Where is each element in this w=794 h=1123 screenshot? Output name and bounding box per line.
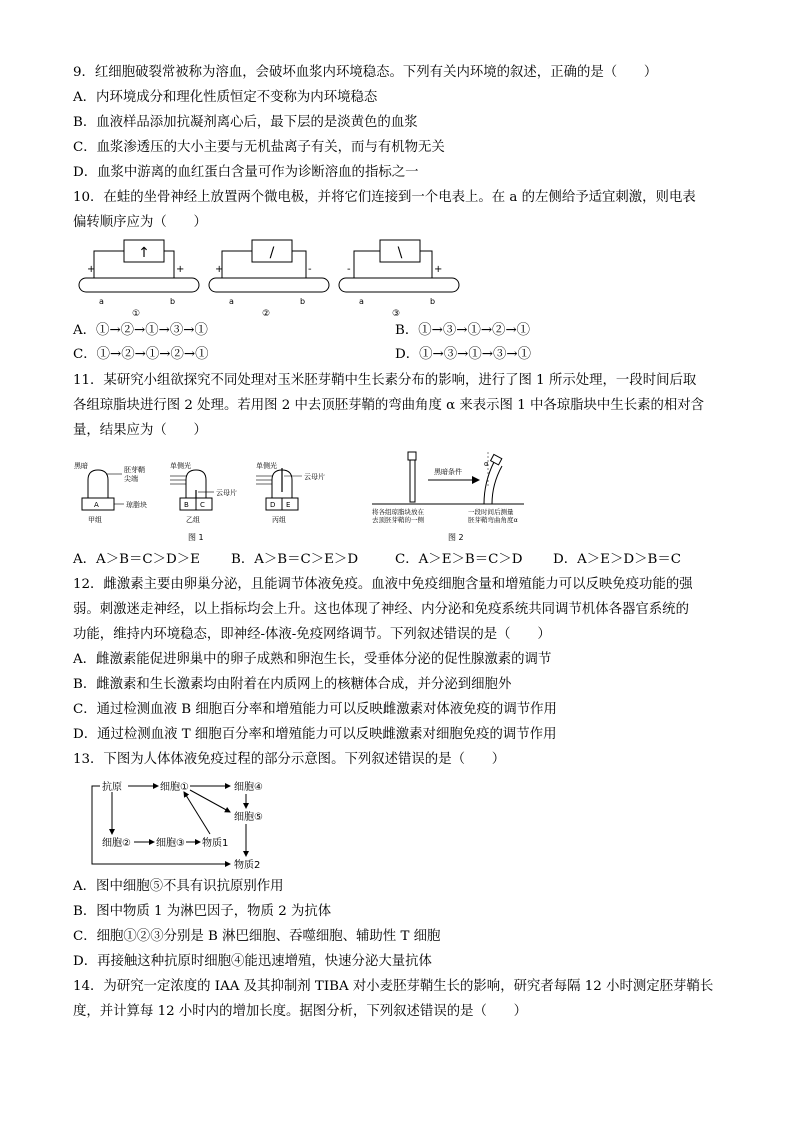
cell1-label: 细胞① <box>160 782 189 793</box>
q11-stem-line-1: 11．某研究小组欲探究不同处理对玉米胚芽鞘中生长素分布的影响，进行了图 1 所示处理，一段时间后取 <box>73 373 697 388</box>
block-e-label: E <box>286 501 291 509</box>
panel-caption-2: ② <box>262 309 271 318</box>
q10-option-b: B．①→③→①→②→① <box>395 323 531 338</box>
point-a-2: a <box>229 297 234 306</box>
group-jia-diagram <box>74 461 147 524</box>
point-b-1: b <box>170 297 176 306</box>
dark-label: 黑暗 <box>74 462 88 470</box>
point-b-3: b <box>430 297 436 306</box>
meter-panel-1 <box>79 240 199 318</box>
q11-option-c: C．A＞E＞B＝C＞D <box>395 552 523 567</box>
q11-stem-line-3: 量，结果应为（ ） <box>73 423 207 438</box>
q13-stem: 13．下图为人体体液免疫过程的部分示意图。下列叙述错误的是（ ） <box>73 752 506 767</box>
right-electrode-sign-1: + <box>176 264 185 275</box>
q10-option-a: A．①→②→①→③→① <box>73 323 208 338</box>
coleoptile-tip-label: 胚芽鞘尖端 <box>124 466 145 483</box>
q9-option-d: D．血浆中游离的血红蛋白含量可作为诊断溶血的指标之一 <box>73 165 419 180</box>
fig1-caption: 图 1 <box>188 533 204 542</box>
right-electrode-sign-2: - <box>308 264 312 275</box>
left-electrode-sign-3: - <box>347 264 351 275</box>
figure-2-right-note: 一段时间后测量胚芽鞘弯曲角度α <box>468 508 518 524</box>
cell5-label: 细胞⑤ <box>234 812 263 823</box>
nerve-fiber-2 <box>209 278 329 292</box>
group-yi-diagram <box>170 461 237 524</box>
meter-panel-2 <box>209 240 329 318</box>
agar-block-label: 琼脂块 <box>126 501 147 509</box>
q10-stem-line-1: 10．在蛙的坐骨神经上放置两个微电极，并将它们连接到一个电表上。在 a 的左侧给予适宜刺激，则电表 <box>73 190 696 205</box>
meter-panel-3 <box>339 240 459 318</box>
q11-option-b: B．A＞B＝C＞E＞D <box>231 552 359 567</box>
substance1-label: 物质1 <box>202 838 229 849</box>
meter-needle-2: / <box>269 245 275 261</box>
substance2-label: 物质2 <box>234 860 261 871</box>
q14-stem-line-1: 14．为研究一定浓度的 IAA 及其抑制剂 TIBA 对小麦胚芽鞘生长的影响，研究者每隔 12 小时测定胚芽鞘长 <box>73 979 714 994</box>
q13-option-b: B．图中物质 1 为淋巴因子，物质 2 为抗体 <box>73 904 332 919</box>
q10-stem-line-2: 偏转顺序应为（ ） <box>73 215 207 230</box>
q14-stem-line-2: 度，并计算每 12 小时内的增加长度。据图分析，下列叙述错误的是（ ） <box>73 1004 528 1019</box>
q11-stem-line-2: 各组琼脂块进行图 2 处理。若用图 2 中去顶胚芽鞘的弯曲角度 α 来表示图 1 中各琼脂块中生长素的相对含 <box>73 398 705 413</box>
left-electrode-sign-1: + <box>87 264 96 275</box>
q12-stem-line-3: 功能，维持内环境稳态，即神经-体液-免疫网络调节。下列叙述错误的是（ ） <box>73 627 551 642</box>
q10-option-d: D．①→③→①→③→① <box>395 347 531 362</box>
antigen-label: 抗原 <box>102 782 122 793</box>
nerve-fiber-1 <box>79 278 199 292</box>
cell4-label: 细胞④ <box>234 782 263 793</box>
q13-option-d: D．再接触这种抗原时细胞④能迅速增殖，快速分泌大量抗体 <box>73 954 432 969</box>
block-d-label: D <box>270 501 276 509</box>
q12-option-c: C．通过检测血液 B 细胞百分率和增殖能力可以反映雌激素对体液免疫的调节作用 <box>73 702 557 717</box>
q9-stem: 9．红细胞破裂常被称为溶血，会破坏血浆内环境稳态。下列有关内环境的叙述，正确的是（ ） <box>73 65 658 80</box>
right-electrode-sign-3: + <box>434 264 443 275</box>
q12-stem-line-1: 12．雌激素主要由卵巢分泌，且能调节体液免疫。血液中免疫细胞含量和增殖能力可以反映免疫功能的强 <box>73 577 693 592</box>
q11-option-a: A．A＞B＝C＞D＞E <box>73 552 200 567</box>
cell3-label: 细胞③ <box>156 838 185 849</box>
meter-needle-1: ↑ <box>138 245 150 261</box>
q13-immune-flow-diagram <box>72 776 292 872</box>
mica-label-2: 云母片 <box>304 473 325 481</box>
q11-option-d: D．A＞E＞D＞B＝C <box>553 552 681 567</box>
figure-2-diagram <box>372 452 524 542</box>
q11-coleoptile-figure <box>72 446 532 544</box>
point-a-1: a <box>99 297 104 306</box>
figure-2-left-note: 将各组琼脂块放在去顶胚芽鞘的一侧 <box>372 508 424 524</box>
q13-option-c: C．细胞①②③分别是 B 淋巴细胞、吞噬细胞、辅助性 T 细胞 <box>73 929 441 944</box>
q9-option-a: A．内环境成分和理化性质恒定不变称为内环境稳态 <box>73 90 378 105</box>
group-bing-diagram <box>256 461 325 524</box>
q12-option-d: D．通过检测血液 T 细胞百分率和增殖能力可以反映雌激素对细胞免疫的调节作用 <box>73 727 557 742</box>
block-b-label: B <box>184 501 189 509</box>
mica-label-1: 云母片 <box>216 489 237 497</box>
fig2-caption: 图 2 <box>448 533 464 542</box>
point-b-2: b <box>300 297 306 306</box>
block-c-label: C <box>200 501 205 509</box>
point-a-3: a <box>359 297 364 306</box>
q13-option-a: A．图中细胞⑤不具有识抗原别作用 <box>73 879 284 894</box>
panel-caption-3: ③ <box>392 309 401 318</box>
unilateral-light-label-1: 单侧光 <box>170 462 191 470</box>
q12-option-a: A．雌激素能促进卵巢中的卵子成熟和卵泡生长，受垂体分泌的促性腺激素的调节 <box>73 652 552 667</box>
q10-nerve-figure <box>70 238 470 318</box>
group-bing-label: 丙组 <box>272 516 286 524</box>
unilateral-light-label-2: 单侧光 <box>256 462 277 470</box>
q10-option-c: C．①→②→①→②→① <box>73 347 209 362</box>
q9-option-c: C．血浆渗透压的大小主要与无机盐离子有关，而与有机物无关 <box>73 140 445 155</box>
block-a-label: A <box>94 501 99 509</box>
left-electrode-sign-2: + <box>215 264 224 275</box>
dark-condition-label: 黑暗条件 <box>434 468 462 476</box>
group-yi-label: 乙组 <box>186 516 200 524</box>
q12-stem-line-2: 弱。刺激迷走神经，以上指标均会上升。这也体现了神经、内分泌和免疫系统共同调节机体各器官系统的 <box>73 602 689 617</box>
q9-option-b: B．血液样品添加抗凝剂离心后，最下层的是淡黄色的血浆 <box>73 115 418 130</box>
alpha-label: α <box>484 460 489 468</box>
meter-needle-3: \ <box>397 245 403 261</box>
panel-caption-1: ① <box>132 309 141 318</box>
q12-option-b: B．雌激素和生长激素均由附着在内质网上的核糖体合成，并分泌到细胞外 <box>73 677 512 692</box>
group-jia-label: 甲组 <box>88 516 102 524</box>
cell2-label: 细胞② <box>102 838 131 849</box>
nerve-fiber-3 <box>339 278 459 292</box>
